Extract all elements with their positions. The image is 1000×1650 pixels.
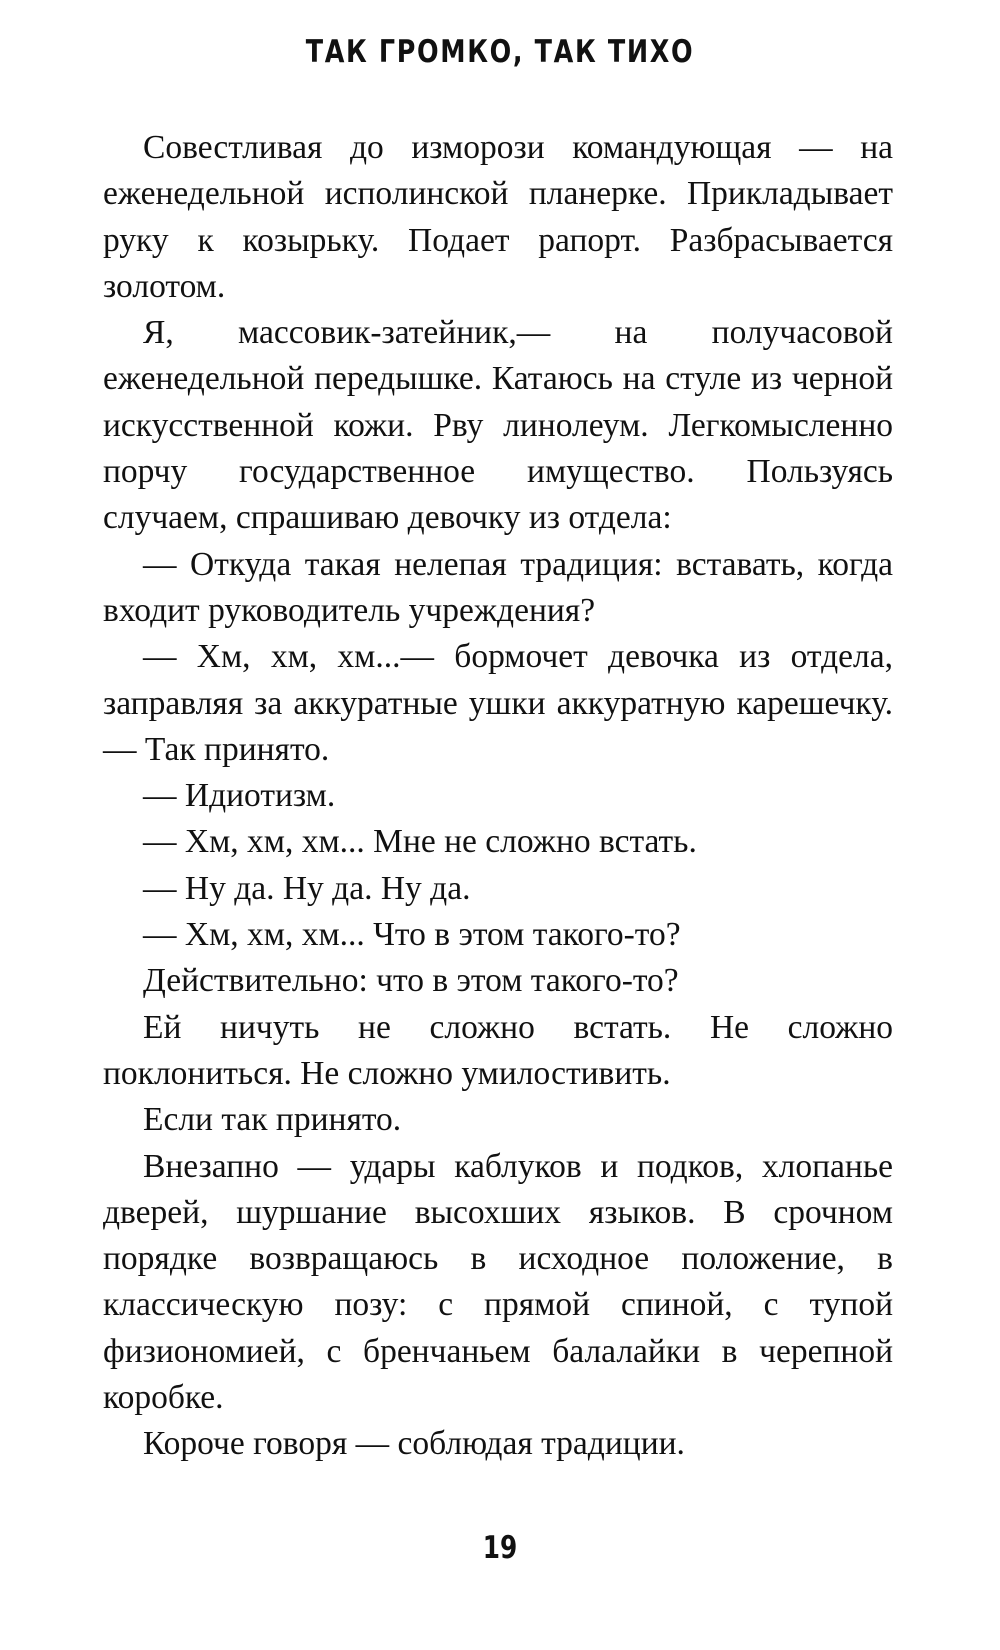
dialogue-line: — Откуда такая нелепая традиция: вставать, когда входит руководитель учреждения?	[103, 545, 893, 629]
paragraph: Если так принято.	[143, 1101, 402, 1139]
dialogue-line: — Хм, хм, хм...— бормочет девочка из отдела, заправляя за аккуратные ушки аккуратную карешечку.— Так принято.	[103, 638, 893, 768]
paragraph: Ей ничуть не сложно встать. Не сложно поклониться. Не сложно умилостивить.	[103, 1008, 893, 1092]
running-title: ТАК ГРОМКО, ТАК ТИХО	[305, 34, 695, 70]
dialogue-line: — Хм, хм, хм... Что в этом такого-то?	[143, 916, 681, 954]
page-number: 19	[482, 1530, 518, 1566]
paragraph: Действительно: что в этом такого-то?	[143, 962, 679, 1000]
dialogue-line: — Хм, хм, хм... Мне не сложно встать.	[143, 823, 697, 861]
dialogue-line: — Ну да. Ну да. Ну да.	[143, 869, 471, 907]
paragraph: Совестливая до изморози командующая — на еженедельной исполинской планерке. Прикладывает руку к козырьку. Подает рапорт. Разбрасывается золотом.	[103, 129, 893, 305]
body-text	[103, 125, 893, 1468]
paragraph: Короче говоря — соблюдая традиции.	[143, 1425, 685, 1463]
dialogue-line: — Идиотизм.	[143, 777, 336, 815]
paragraph: Внезапно — удары каблуков и подков, хлопанье дверей, шуршание высохших языков. В срочном порядке возвращаюсь в исходное положение, в классическую позу: с прямой спиной, с тупой физиономией, с бренчаньем балалайки в черепной коробке.	[103, 1147, 893, 1417]
paragraph: Я, массовик-затейник,— на получасовой еженедельной передышке. Катаюсь на стуле из черной искусственной кожи. Рву линолеум. Легкомысленно порчу государственное имущество. Пользуясь случаем, спрашиваю девочку из отдела:	[103, 314, 893, 537]
